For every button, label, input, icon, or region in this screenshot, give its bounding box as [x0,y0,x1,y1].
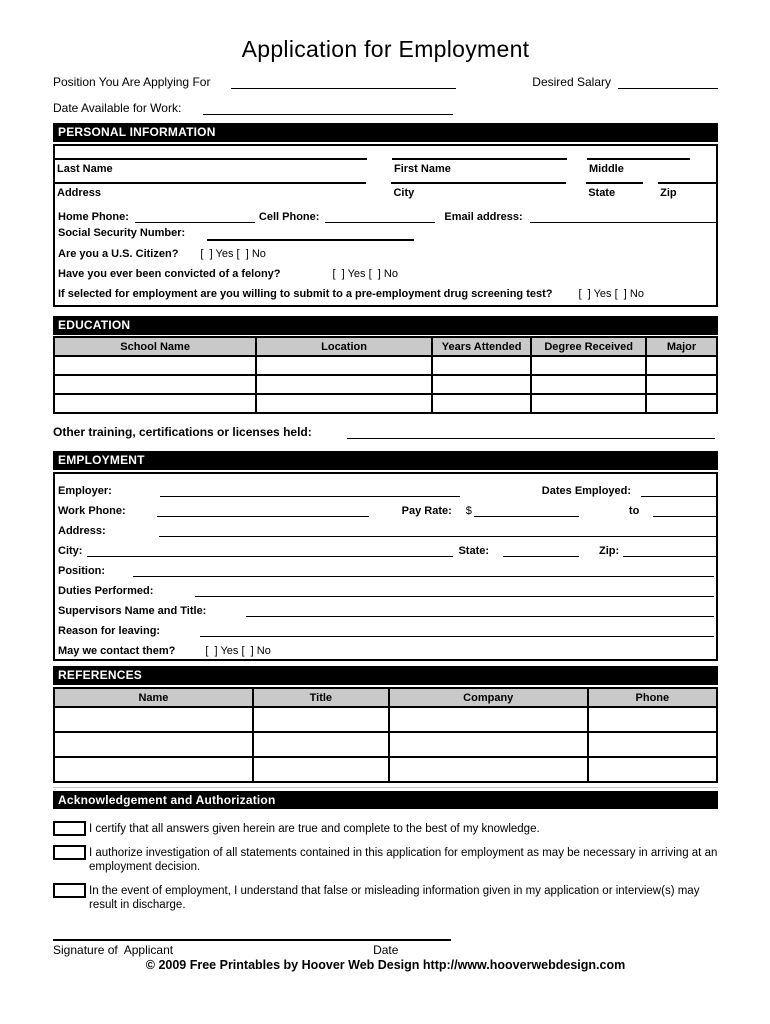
state-field[interactable] [586,182,643,201]
drug-test-yes-no [578,288,643,300]
middle-name-label: Middle [589,163,624,175]
address-field-row [55,177,716,201]
drug-test-yes-label[interactable]: Yes [593,288,615,300]
other-training-label: Other training, certifications or licenses held: [53,425,312,439]
personal-information-box [53,144,718,307]
last-name-label: Last Name [57,163,113,175]
felony-question: Have you ever been convicted of a felony? [58,268,281,280]
references-cell[interactable] [253,707,389,732]
drug-test-row [55,280,716,300]
ssn-row [55,223,716,239]
middle-name-field[interactable] [587,158,690,177]
employment-header: EMPLOYMENT [53,451,718,470]
references-row [54,707,717,732]
drug-test-yes-checkbox[interactable]: [ ] [578,288,594,300]
contact-no-label[interactable]: No [256,645,271,657]
work-phone-row [55,497,716,517]
city-field[interactable] [391,182,566,201]
name-field-row [55,146,716,177]
references-table [53,687,718,783]
drug-test-question: If selected for employment are you willing to submit to a pre-employment drug screening test? [58,288,553,300]
desired-salary-input-line[interactable] [618,75,718,89]
email-label: Email address: [444,211,523,223]
reason-leaving-label: Reason for leaving: [58,625,161,637]
references-cell[interactable] [389,707,588,732]
felony-row [55,260,716,280]
references-header-row [54,688,717,707]
references-cell[interactable] [389,757,588,782]
education-table [53,336,718,414]
references-col-title: Title [253,688,389,707]
employer-row [55,477,716,497]
zip-field[interactable] [658,182,716,201]
education-cell[interactable] [646,356,717,375]
felony-yes-label[interactable]: Yes [347,268,369,280]
position-held-label: Position: [58,565,106,577]
drug-test-no-label[interactable]: No [629,288,644,300]
personal-information-header: PERSONAL INFORMATION [53,123,718,142]
employer-address-label: Address: [58,525,106,537]
references-col-name: Name [54,688,253,707]
contact-yes-checkbox[interactable]: [ ] [205,645,221,657]
education-cell[interactable] [54,375,256,394]
supervisor-input-line[interactable] [246,604,714,617]
position-held-input-line[interactable] [133,564,714,577]
education-cell[interactable] [432,375,531,394]
home-phone-input-line[interactable] [135,210,255,223]
email-input-line[interactable] [530,210,716,223]
other-training-input-line[interactable] [347,425,715,439]
references-cell[interactable] [54,757,253,782]
employer-zip-input-line[interactable] [623,544,716,557]
certify-statement: I certify that all answers given herein are true and complete to the best of my knowledge. [89,823,540,835]
phone-email-row [55,203,716,223]
references-header: REFERENCES [53,666,718,685]
contact-no-checkbox[interactable]: [ ] [241,645,257,657]
felony-no-label[interactable]: No [383,268,398,280]
reason-leaving-input-line[interactable] [200,624,714,637]
references-col-phone: Phone [588,688,717,707]
state-label: State [588,187,616,199]
work-phone-input-line[interactable] [157,504,369,517]
references-cell[interactable] [54,707,253,732]
education-cell[interactable] [646,375,717,394]
reason-leaving-row [55,617,716,637]
contact-them-question: May we contact them? [58,645,176,657]
date-label: Date [373,942,399,957]
education-cell[interactable] [531,356,646,375]
employer-city-input-line[interactable] [87,544,453,557]
authorize-statement: I authorize investigation of all statements contained in this application for employment as may be necessary in arriving at an employment decision. [89,846,718,873]
references-cell[interactable] [253,757,389,782]
other-training-row [53,422,718,439]
education-col-location: Location [256,337,432,356]
references-cell[interactable] [588,732,717,757]
city-label: City [393,187,415,199]
work-phone-label: Work Phone: [58,505,126,517]
references-cell[interactable] [54,732,253,757]
contact-them-row [55,637,716,657]
education-col-degree: Degree Received [531,337,646,356]
first-name-label: First Name [394,163,451,175]
education-header: EDUCATION [53,316,718,335]
date-available-label: Date Available for Work: [53,101,182,115]
education-cell[interactable] [432,356,531,375]
citizen-yes-label[interactable]: Yes [215,248,237,260]
education-header-row [54,337,717,356]
address-label: Address [57,187,102,199]
employer-city-label: City: [58,545,83,557]
education-cell[interactable] [531,394,646,413]
discharge-statement: In the event of employment, I understand that false or misleading information given in my application or interview(s) may result in discharge. [89,884,700,911]
education-row [54,394,717,413]
desired-salary-label: Desired Salary [532,75,611,89]
acknowledgement-header: Acknowledgement and Authorization [53,791,718,809]
felony-yes-no [333,268,398,280]
duties-label: Duties Performed: [58,585,154,597]
employer-address-input-line[interactable] [159,524,716,537]
felony-yes-checkbox[interactable]: [ ] [332,268,348,280]
date-available-row [53,98,718,115]
ack-item-certify [53,821,718,837]
dollar-sign: $ [465,505,472,517]
citizen-yes-checkbox[interactable]: [ ] [200,248,216,260]
education-row [54,356,717,375]
references-row [54,732,717,757]
citizen-no-checkbox[interactable]: [ ] [236,248,252,260]
discharge-checkbox[interactable] [53,883,86,898]
citizen-row [55,241,716,260]
acknowledgement-list [53,821,718,913]
employer-state-label: State: [458,545,490,557]
section-divider [53,787,718,788]
education-cell[interactable] [531,375,646,394]
employer-label: Employer: [58,485,112,497]
signature-label: Signature of Applicant [53,942,174,957]
position-row [53,72,718,89]
education-cell[interactable] [256,394,432,413]
drug-test-no-checkbox[interactable]: [ ] [614,288,630,300]
employer-address-row [55,517,716,537]
references-row [54,757,717,782]
education-cell[interactable] [256,375,432,394]
dates-employed-label: Dates Employed: [541,485,632,497]
position-input-line[interactable] [231,75,456,89]
references-cell[interactable] [588,757,717,782]
education-col-school: School Name [54,337,256,356]
education-cell[interactable] [54,394,256,413]
to-label: to [628,505,640,517]
cell-phone-input-line[interactable] [325,210,435,223]
citizen-yes-no [200,248,265,260]
home-phone-label: Home Phone: [58,211,129,223]
supervisor-label: Supervisors Name and Title: [58,605,207,617]
ack-item-discharge [53,883,718,913]
education-col-years: Years Attended [432,337,531,356]
references-cell[interactable] [253,732,389,757]
education-row [54,375,717,394]
employment-box [53,472,718,661]
date-available-input-line[interactable] [203,101,453,115]
employer-city-row [55,537,716,557]
position-held-row [55,557,716,577]
address-field[interactable] [55,182,366,201]
education-cell[interactable] [432,394,531,413]
ssn-label: Social Security Number: [58,227,186,239]
pay-rate-input-line[interactable] [474,504,579,517]
zip-label: Zip [660,187,677,199]
supervisor-row [55,597,716,617]
references-cell[interactable] [588,707,717,732]
ack-item-authorize [53,845,718,875]
duties-row [55,577,716,597]
education-cell[interactable] [256,356,432,375]
references-cell[interactable] [389,732,588,757]
authorize-checkbox[interactable] [53,845,86,860]
cell-phone-label: Cell Phone: [258,211,320,223]
page-title: Application for Employment [241,36,530,62]
signature-row [53,941,483,957]
education-col-major: Major [646,337,717,356]
education-cell[interactable] [646,394,717,413]
dates-from-input-line[interactable] [641,484,716,497]
education-cell[interactable] [54,356,256,375]
position-label: Position You Are Applying For [53,75,211,89]
duties-input-line[interactable] [195,584,714,597]
citizen-no-label[interactable]: No [251,248,266,260]
last-name-field[interactable] [55,158,367,177]
contact-yes-label[interactable]: Yes [220,645,242,657]
employer-input-line[interactable] [160,484,460,497]
references-col-company: Company [389,688,588,707]
first-name-field[interactable] [392,158,567,177]
employer-state-input-line[interactable] [503,544,579,557]
dates-to-input-line[interactable] [653,504,716,517]
contact-yes-no [205,645,270,657]
employer-zip-label: Zip: [599,545,620,557]
copyright-footer: © 2009 Free Printables by Hoover Web Design http://www.hooverwebdesign.com [145,957,626,972]
pay-rate-label: Pay Rate: [401,505,452,517]
citizen-question: Are you a U.S. Citizen? [58,248,179,260]
felony-no-checkbox[interactable]: [ ] [368,268,384,280]
certify-checkbox[interactable] [53,821,86,836]
